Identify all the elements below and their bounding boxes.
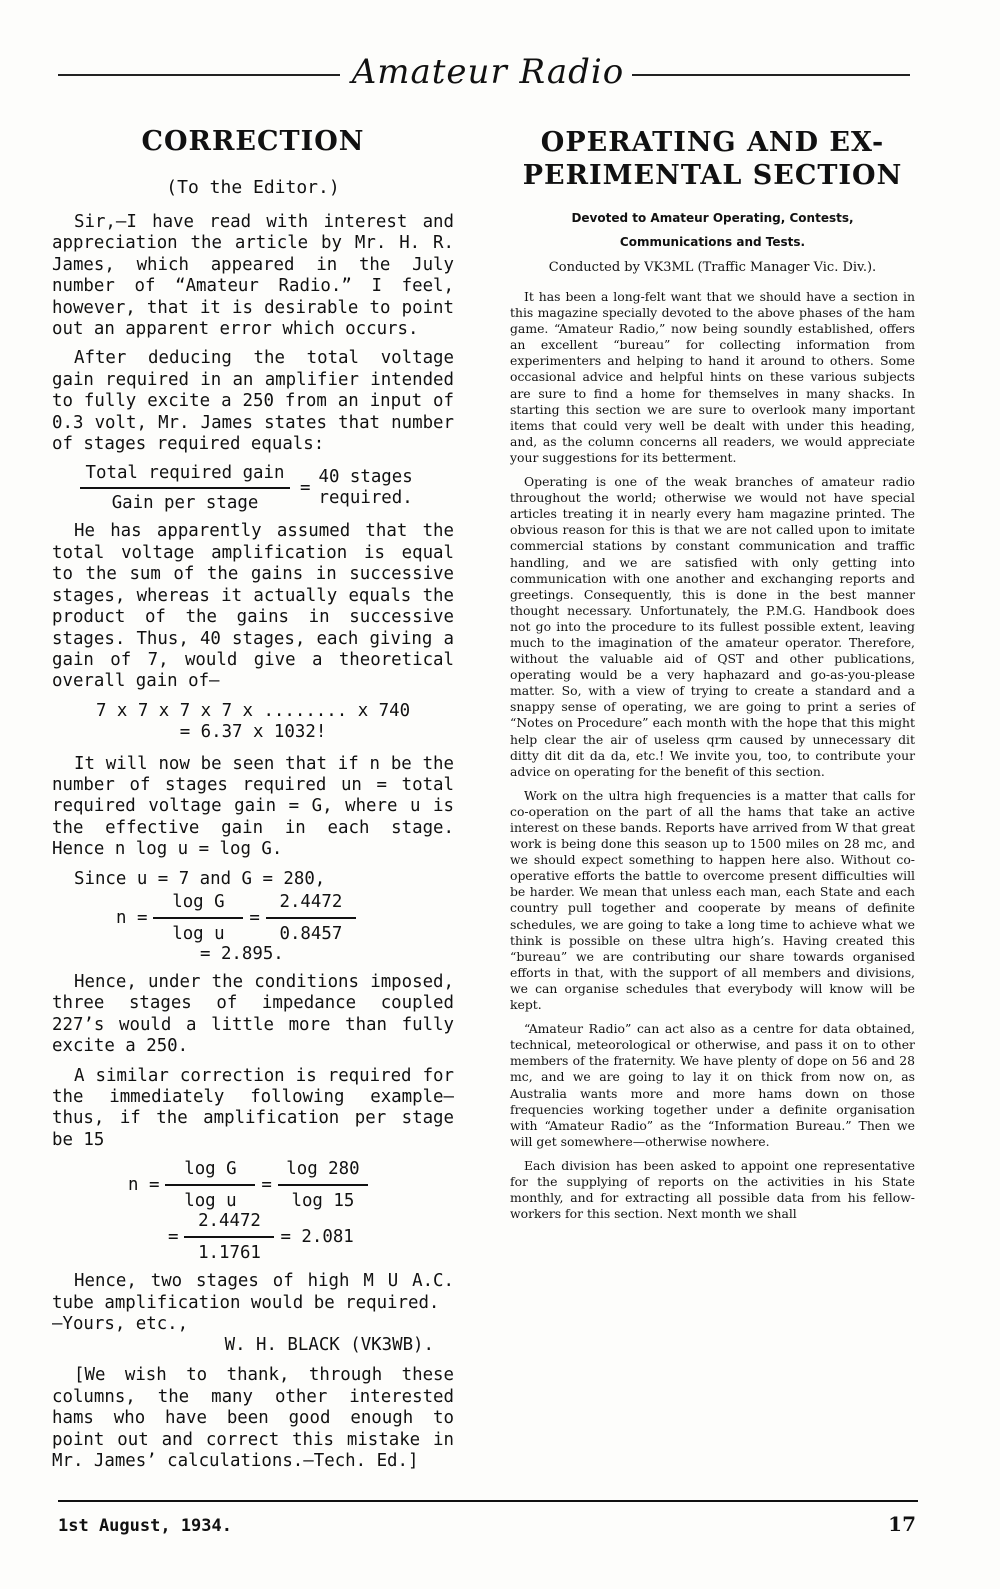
masthead-rule-left <box>58 74 340 76</box>
equation-result: = 2.081 <box>280 1227 354 1248</box>
paragraph: A similar correction is required for the immediately following example—thus, if the amplification per stage be 15 <box>52 1065 454 1150</box>
paragraph: It has been a long-felt want that we should have a section in this magazine specially devoted to the above phases of the ham game. “Amateur Radio,” now being soundly established, offers an excellent “bureau” for collecting information from experimenters and helping to hand it around to others. Some occasional advice and helpful hints on these various subjects are sure to find a home for themselves in many shacks. In starting this section we are sure to overlook many important items that could very well be dealt with under this heading, and, as the column concerns all readers, we would appreciate your suggestions for its betterment. <box>510 289 915 465</box>
equals-sign: = <box>168 1227 179 1248</box>
paragraph: After deducing the total voltage gain required in an amplifier intended to fully excite a 250 from an input of 0.3 volt, Mr. James states that number of stages required equals: <box>52 348 454 455</box>
footer-rule <box>58 1500 918 1502</box>
page-number: 17 <box>888 1512 916 1536</box>
since-line: Since u = 7 and G = 280, <box>74 868 326 889</box>
masthead-rule-right <box>632 74 910 76</box>
operating-heading <box>510 126 915 192</box>
fraction-bar <box>80 487 290 489</box>
paragraph: Hence, under the conditions imposed, three stages of impedance coupled 227’s would a little more than fully excite a 250. <box>52 971 454 1057</box>
equals-sign: = <box>300 478 311 499</box>
fraction-result-line1: 40 stages <box>318 467 413 488</box>
paragraph: He has apparently assumed that the total voltage amplification is equal to the sum of the gains in successive stages, whereas it actually equals the product of the gains in successive stages. Thus, 40 stages, each giving a gain of 7, would give a theoretical overall gain of— <box>52 521 454 692</box>
equation-denominator: 0.8457 <box>279 923 343 944</box>
correction-column <box>52 118 454 1480</box>
equation-denominator: log u <box>172 923 225 944</box>
correction-subheading: (To the Editor.) <box>166 177 340 198</box>
paragraph: Sir,—I have read with interest and appreciation the article by Mr. H. R. James, which appeared in the July number of “Amateur Radio.” I feel, however, that it is desirable to point out an apparent error which occurs. <box>52 212 454 340</box>
equation-numerator: 2.4472 <box>279 891 343 912</box>
editor-note: [We wish to thank, through these columns, the many other interested hams who have been good enough to point out and correct this mistake in Mr. James’ calculations.—Tech. Ed.] <box>52 1365 454 1472</box>
operating-heading-line2: PERIMENTAL SECTION <box>522 160 903 191</box>
equation-numerator: log G <box>172 891 225 912</box>
paragraph: Hence, two stages of high M U A.C. tube amplification would be required. <box>52 1271 454 1313</box>
equals-sign: = <box>261 1175 272 1196</box>
equation-n-second <box>52 1159 454 1263</box>
equation-lhs: n = <box>116 907 148 928</box>
paragraph: Each division has been asked to appoint one representative for the supplying of reports on the activities in his State monthly, and for extracting all possible data from his fellow-workers for this section. Next month we shall <box>510 1157 915 1222</box>
conducted-by: Conducted by VK3ML (Traffic Manager Vic. Div.). <box>548 260 877 275</box>
masthead-logo: Amateur Radio <box>351 52 625 92</box>
stages-fraction <box>80 463 454 513</box>
equation-denominator: log u <box>184 1191 237 1212</box>
fraction-numerator: Total required gain <box>85 463 285 484</box>
paragraph: Operating is one of the weak branches of amateur radio throughout the world; otherwise we would not have special articles treating it in nearly every ham magazine printed. The obvious reason for this is that we are not called upon to imitate commercial stations by constant communication and traffic handling, and we are satisfied with only getting into communication with one another and exchanging reports and greetings. Consequently, this is done in the best manner thought necessary. Unfortunately, the P.M.G. Handbook does not go into the procedure to its fullest possible extent, leaving much to the imagination of the amateur operator. Therefore, without the valuable aid of QST and other publications, operating would be a very haphazard and go-as-you-please matter. So, with a view of trying to create a standard and a snappy sense of operating, we are going to print a series of “Notes on Procedure” each month with the hope that this might help clear the air of useless qrm caused by unnecessary dit ditty dit dit da da, etc.! We invite you, too, to contribute your advice on operating for the benefit of this section. <box>510 474 915 779</box>
equals-sign: = <box>249 907 260 928</box>
signature: W. H. BLACK (VK3WB). <box>224 1335 434 1356</box>
fraction-denominator: Gain per stage <box>111 493 259 514</box>
equation-result: = 2.895. <box>200 943 284 964</box>
calculation-line: 7 x 7 x 7 x 7 x ........ x 740 <box>95 700 411 721</box>
equation-numerator: log 280 <box>286 1159 360 1180</box>
equation-denominator: 1.1761 <box>198 1243 261 1264</box>
operating-section-column <box>510 118 915 1230</box>
equation-n-first <box>52 892 454 964</box>
calculation-result: = 6.37 x 1032! <box>179 722 327 743</box>
closing-line: —Yours, etc., <box>52 1314 189 1335</box>
section-description-line2: Communications and Tests. <box>619 235 806 249</box>
equation-numerator: 2.4472 <box>198 1211 261 1232</box>
equation-numerator: log G <box>184 1159 237 1180</box>
footer-date: 1st August, 1934. <box>58 1516 232 1536</box>
correction-heading: CORRECTION <box>141 126 365 157</box>
paragraph: Work on the ultra high frequencies is a matter that calls for co-operation on the part of all the hams that take an active interest on these bands. Reports have arrived from W that great work is being done this season up to 1500 miles on 28 mc, and we should expect something to happen here also. Without co-operative efforts the battle to overcome present difficulties will be harder. We mean that unless each man, each State and each country pull together and cooperate by means of definite schedules, we are going to take a long time to achieve what we think is possible on these ultra high’s. Having created this “bureau” we are contributing our share towards organised efforts in that, with the support of all members and divisions, we can organise schedules that everybody will know will be kept. <box>510 787 915 1013</box>
section-description-line1: Devoted to Amateur Operating, Contests, <box>571 211 854 225</box>
equation-denominator: log 15 <box>291 1191 355 1212</box>
fraction-result-line2: required. <box>318 488 413 509</box>
paragraph: It will now be seen that if n be the number of stages required un = total required voltage gain = G, where u is the effective gain in each stage. Hence n log u = log G. <box>52 753 454 860</box>
masthead <box>58 52 910 96</box>
paragraph: “Amateur Radio” can act also as a centre for data obtained, technical, meteorological or otherwise, and pass it on to other members of the fraternity. We have plenty of dope on 56 and 28 mc, and we are going to lay it on thick from now on, as Australia wants more and more hams down on those frequencies working together under a definite organisation with “Amateur Radio” as the “Information Bureau.” Then we will get somewhere—otherwise nowhere. <box>510 1021 915 1149</box>
equation-lhs: n = <box>128 1175 160 1196</box>
section-description <box>510 206 915 254</box>
operating-heading-line1: OPERATING AND EX- <box>540 127 885 158</box>
